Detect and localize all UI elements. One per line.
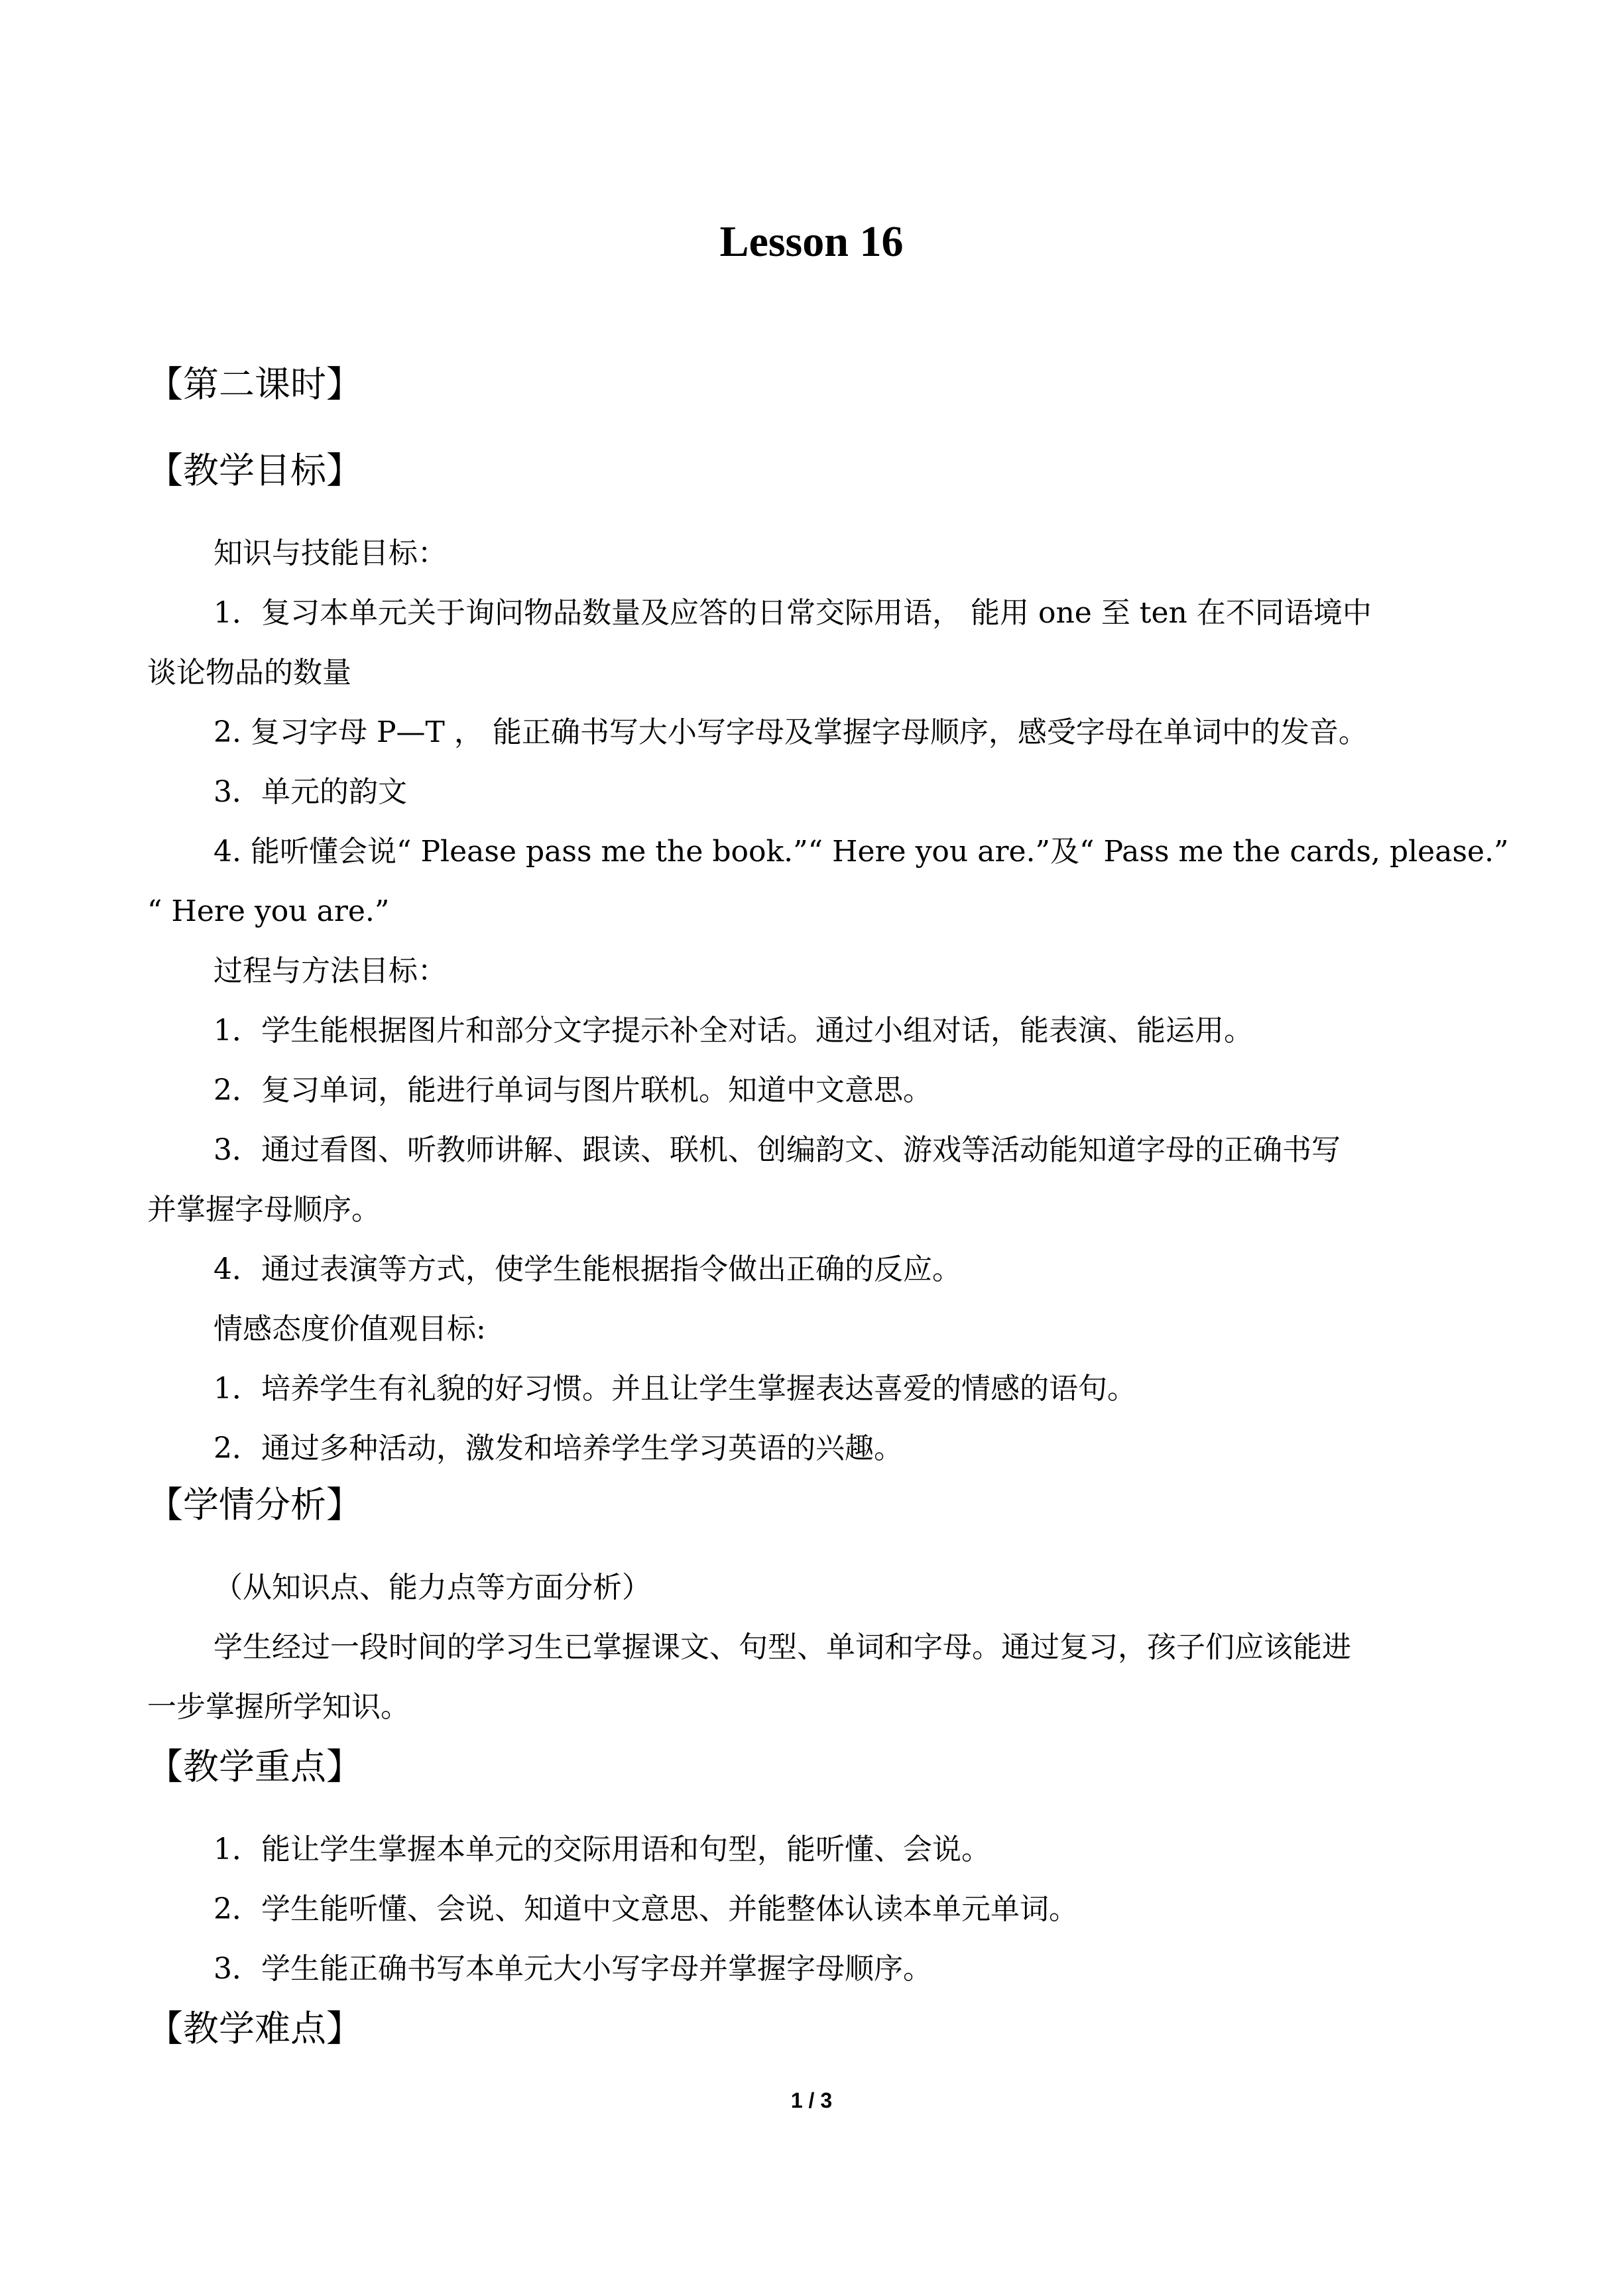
process-label: 过程与方法目标：	[213, 954, 447, 988]
objective-k1-line2: 谈论物品的数量	[147, 656, 351, 690]
heading-key-points: 【教学重点】	[147, 1746, 362, 1787]
objective-k4-line2: “ Here you are.”	[147, 894, 390, 928]
heading-analysis: 【学情分析】	[147, 1484, 362, 1526]
analysis-text-line1: 学生经过一段时间的学习生已掌握课文、句型、单词和字母。通过复习，孩子们应该能进	[213, 1630, 1351, 1664]
objective-k1-line1: 1．复习本单元关于询问物品数量及应答的日常交际用语， 能用 one 至 ten 在不同语境中	[213, 596, 1372, 630]
objective-p3-line1: 3．通过看图、听教师讲解、跟读、联机、创编韵文、游戏等活动能知道字母的正确书写	[213, 1133, 1341, 1167]
objective-e1: 1．培养学生有礼貌的好习惯。并且让学生掌握表达喜爱的情感的语句。	[213, 1372, 1136, 1406]
lesson-title: Lesson 16	[719, 217, 904, 266]
knowledge-label: 知识与技能目标：	[213, 536, 447, 570]
analysis-text-line2: 一步掌握所学知识。	[147, 1690, 410, 1724]
objective-e2: 2．通过多种活动，激发和培养学生学习英语的兴趣。	[213, 1431, 903, 1465]
objective-p4: 4．通过表演等方式，使学生能根据指令做出正确的反应。	[213, 1252, 961, 1286]
objective-p3-line2: 并掌握字母顺序。	[147, 1193, 381, 1227]
heading-difficulties: 【教学难点】	[147, 2008, 362, 2049]
key-point-1: 1．能让学生掌握本单元的交际用语和句型，能听懂、会说。	[213, 1833, 991, 1866]
objective-p2: 2．复习单词，能进行单词与图片联机。知道中文意思。	[213, 1073, 932, 1107]
key-point-3: 3．学生能正确书写本单元大小写字母并掌握字母顺序。	[213, 1952, 932, 1986]
objective-k2: 2. 复习字母 P—T ， 能正确书写大小写字母及掌握字母顺序，感受字母在单词中的发音。	[213, 715, 1368, 749]
page-number: 1 / 3	[790, 2088, 833, 2112]
analysis-note: （从知识点、能力点等方面分析）	[213, 1571, 651, 1604]
objective-k4-line1: 4. 能听懂会说“ Please pass me the book.”“ Here you are.”及“ Pass me the cards, please.”	[213, 835, 1509, 869]
emotion-label: 情感态度价值观目标:	[213, 1312, 486, 1346]
objective-p1: 1．学生能根据图片和部分文字提示补全对话。通过小组对话，能表演、能运用。	[213, 1014, 1253, 1048]
heading-period: 【第二课时】	[147, 363, 362, 405]
heading-objectives: 【教学目标】	[147, 450, 362, 491]
objective-k3: 3．单元的韵文	[213, 775, 407, 809]
key-point-2: 2．学生能听懂、会说、知道中文意思、并能整体认读本单元单词。	[213, 1892, 1078, 1926]
